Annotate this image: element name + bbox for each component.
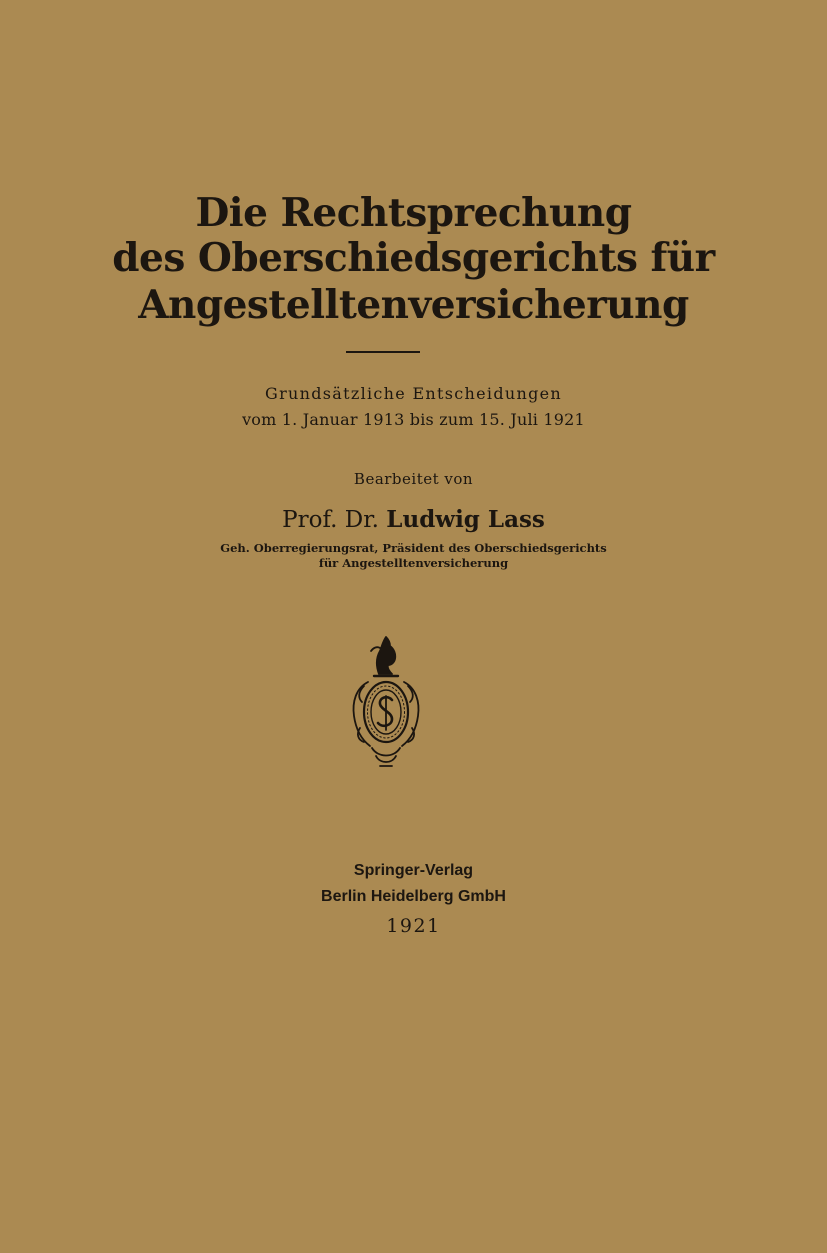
publication-year: 1921 [386, 915, 441, 937]
title-line-2: des Oberschiedsgerichts für [112, 235, 715, 281]
byline: Bearbeitet von [353, 470, 474, 488]
subtitle-line-2: vom 1. Januar 1913 bis zum 15. Juli 1921 [242, 410, 585, 429]
author-prefix: Prof. Dr. [282, 507, 379, 533]
subtitle-line-1: Grundsätzliche Entscheidungen [265, 384, 562, 403]
title-line-3: Angestelltenversicherung [138, 282, 689, 328]
author-name: Ludwig Lass [386, 506, 545, 533]
publisher-name: Springer-Verlag [353, 862, 474, 879]
springer-knight-emblem-icon [346, 632, 426, 772]
title-line-1: Die Rechtsprechung [195, 190, 632, 236]
author [0, 505, 827, 535]
title-divider [346, 351, 420, 353]
publisher-place: Berlin Heidelberg GmbH [321, 888, 506, 905]
author-affiliation-line-2: für Angestelltenversicherung [318, 556, 509, 570]
author-affiliation-line-1: Geh. Oberregierungsrat, Präsident des Oberschiedsgerichts [220, 541, 607, 555]
